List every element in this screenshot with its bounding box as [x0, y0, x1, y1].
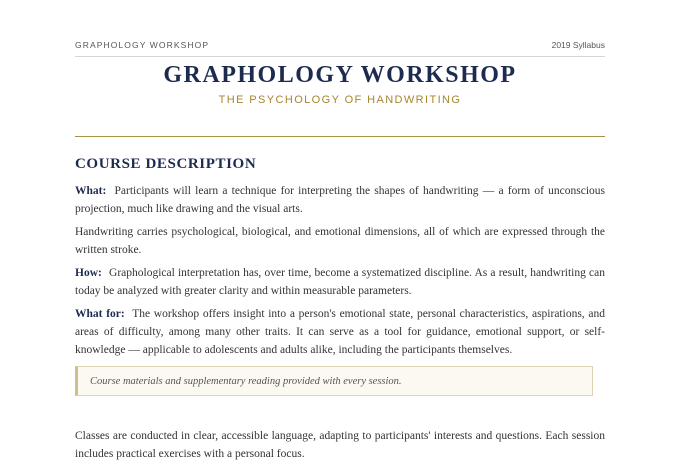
section-heading: COURSE DESCRIPTION: [75, 156, 257, 172]
how-text: Graphological interpretation has, over time, become a systematized discipline. As a result, handwriting can today be analyzed with greater clarity and within measurable parameters.: [75, 267, 605, 297]
what-lead: What:: [75, 185, 107, 197]
page-subtitle: THE PSYCHOLOGY OF HANDWRITING: [218, 94, 462, 106]
how-lead: How:: [75, 267, 102, 279]
materials-callout: Course materials and supplementary reading provided with every session.: [75, 366, 593, 396]
what-text: Participants will learn a technique for interpreting the shapes of handwriting — a form of unconscious projection, much like drawing and the visual arts.: [75, 185, 605, 215]
running-header-edition: 2019 Syllabus: [551, 40, 605, 50]
what-paragraph: [75, 182, 605, 218]
how-paragraph: [75, 264, 605, 300]
classes-paragraph: Classes are conducted in clear, accessible language, adapting to participants' interests and questions. Each session includes practical exercises with a personal focus.: [75, 430, 605, 460]
page-title: GRAPHOLOGY WORKSHOP: [163, 62, 517, 88]
running-header-title: GRAPHOLOGY WORKSHOP: [75, 40, 210, 50]
dimensions-paragraph: Handwriting carries psychological, biological, and emotional dimensions, all of which are expressed through the written stroke.: [75, 226, 605, 256]
what-for-paragraph: [75, 305, 605, 359]
what-for-text: The workshop offers insight into a person's emotional state, personal characteristics, aspirations, and areas of difficulty, among many other traits. It can serve as a tool for guidance, emotional support, or self-knowledge — applicable to adolescents and adults alike, including the participants themselves.: [75, 308, 605, 356]
title-divider: [75, 136, 605, 137]
running-header: [75, 40, 605, 57]
what-for-lead: What for:: [75, 308, 125, 320]
